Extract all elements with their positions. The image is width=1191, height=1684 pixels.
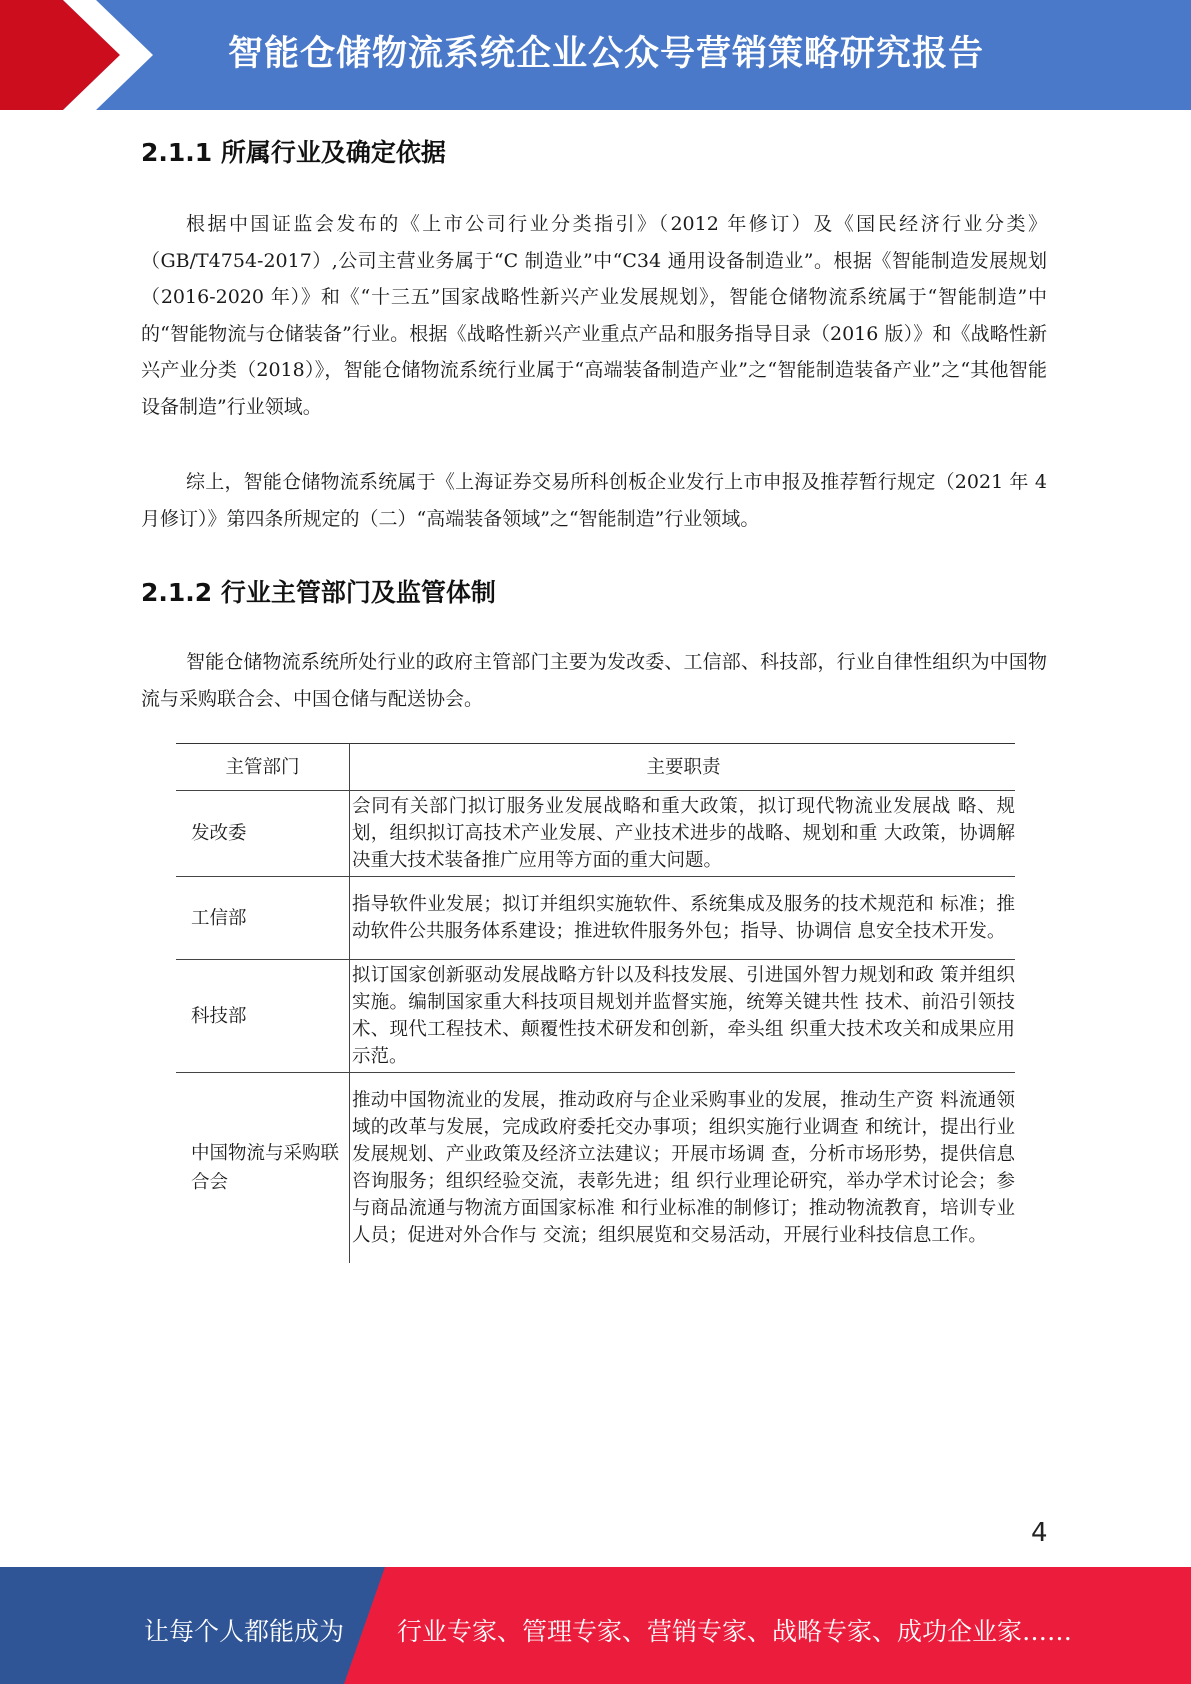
department-cell: 中国物流与采购联合会 [176,1073,350,1263]
table-row [176,877,1015,960]
regulator-duties-table [176,743,1015,1263]
table-row [176,791,1015,877]
footer-slogan-left: 让每个人都能成为 [144,1617,345,1646]
department-cell: 科技部 [176,960,350,1073]
section-heading-2-1-1: 2.1.1 所属行业及确定依据 [141,138,446,167]
page-footer [0,1567,1191,1684]
page-header [0,0,1191,110]
footer-slogan-right: 行业专家、管理专家、营销专家、战略专家、成功企业家…… [397,1617,1073,1646]
table-row [176,1073,1015,1263]
page-number: 4 [1031,1518,1048,1548]
table-row [176,960,1015,1073]
paragraph-industry-basis: 根据中国证监会发布的《上市公司行业分类指引》（2012 年修订）及《国民经济行业分类》（GB/T4754-2017）,公司主营业务属于“C 制造业”中“C34 通用设备制造业”。根据《智能制造发展规划（2016-2020 年）》和《“十三五”国家战略性新兴产业发展规划》，智能仓储物流系统属于“智能制造”中的“智能物流与仓储装备”行业。根据《战略性新兴产业重点产品和服务指导目录（2016 版）》和《战略性新兴产业分类（2018）》，智能仓储物流系统行业属于“高端装备制造产业”之“智能制造装备产业”之“其他智能设备制造”行业领域。 [141,213,1047,418]
section-heading-2-1-2: 2.1.2 行业主管部门及监管体制 [141,578,496,607]
report-title: 智能仓储物流系统企业公众号营销策略研究报告 [228,34,985,74]
table-header-row [176,744,1015,791]
duty-cell: 推动中国物流业的发展，推动政府与企业采购事业的发展，推动生产资 料流通领域的改革与发展，完成政府委托交办事项；组织实施行业调查 和统计，提出行业发展规划、产业政策及经济立法建议；开展市场调 查，分析市场形势，提供信息咨询服务；组织经验交流，表彰先进；组 织行业理论研究，举办学术讨论会；参与商品流通与物流方面国家标准 和行业标准的制修订；推动物流教育，培训专业人员；促进对外合作与 交流；组织展览和交易活动，开展行业科技信息工作。 [350,1073,1016,1263]
duty-cell: 会同有关部门拟订服务业发展战略和重大政策，拟订现代物流业发展战 略、规划，组织拟订高技术产业发展、产业技术进步的战略、规划和重 大政策，协调解决重大技术装备推广应用等方面的重大问题。 [350,791,1016,877]
duty-cell: 指导软件业发展；拟订并组织实施软件、系统集成及服务的技术规范和 标准；推动软件公共服务体系建设；推进软件服务外包；指导、协调信 息安全技术开发。 [350,877,1016,960]
duty-cell: 拟订国家创新驱动发展战略方针以及科技发展、引进国外智力规划和政 策并组织实施。编制国家重大科技项目规划并监督实施，统筹关键共性 技术、前沿引领技术、现代工程技术、颠覆性技术研发和创新，牵头组 织重大技术攻关和成果应用示范。 [350,960,1016,1073]
paragraph-regulators: 智能仓储物流系统所处行业的政府主管部门主要为发改委、工信部、科技部，行业自律性组织为中国物流与采购联合会、中国仓储与配送协会。 [141,651,1047,710]
header-chevron-decoration [0,0,160,110]
paragraph-summary: 综上，智能仓储物流系统属于《上海证券交易所科创板企业发行上市申报及推荐暂行规定（2021 年 4 月修订）》第四条所规定的（二）“高端装备领域”之“智能制造”行业领域。 [141,471,1047,530]
column-header-department: 主管部门 [176,744,350,791]
department-cell: 工信部 [176,877,350,960]
column-header-duties: 主要职责 [350,744,1016,791]
department-cell: 发改委 [176,791,350,877]
